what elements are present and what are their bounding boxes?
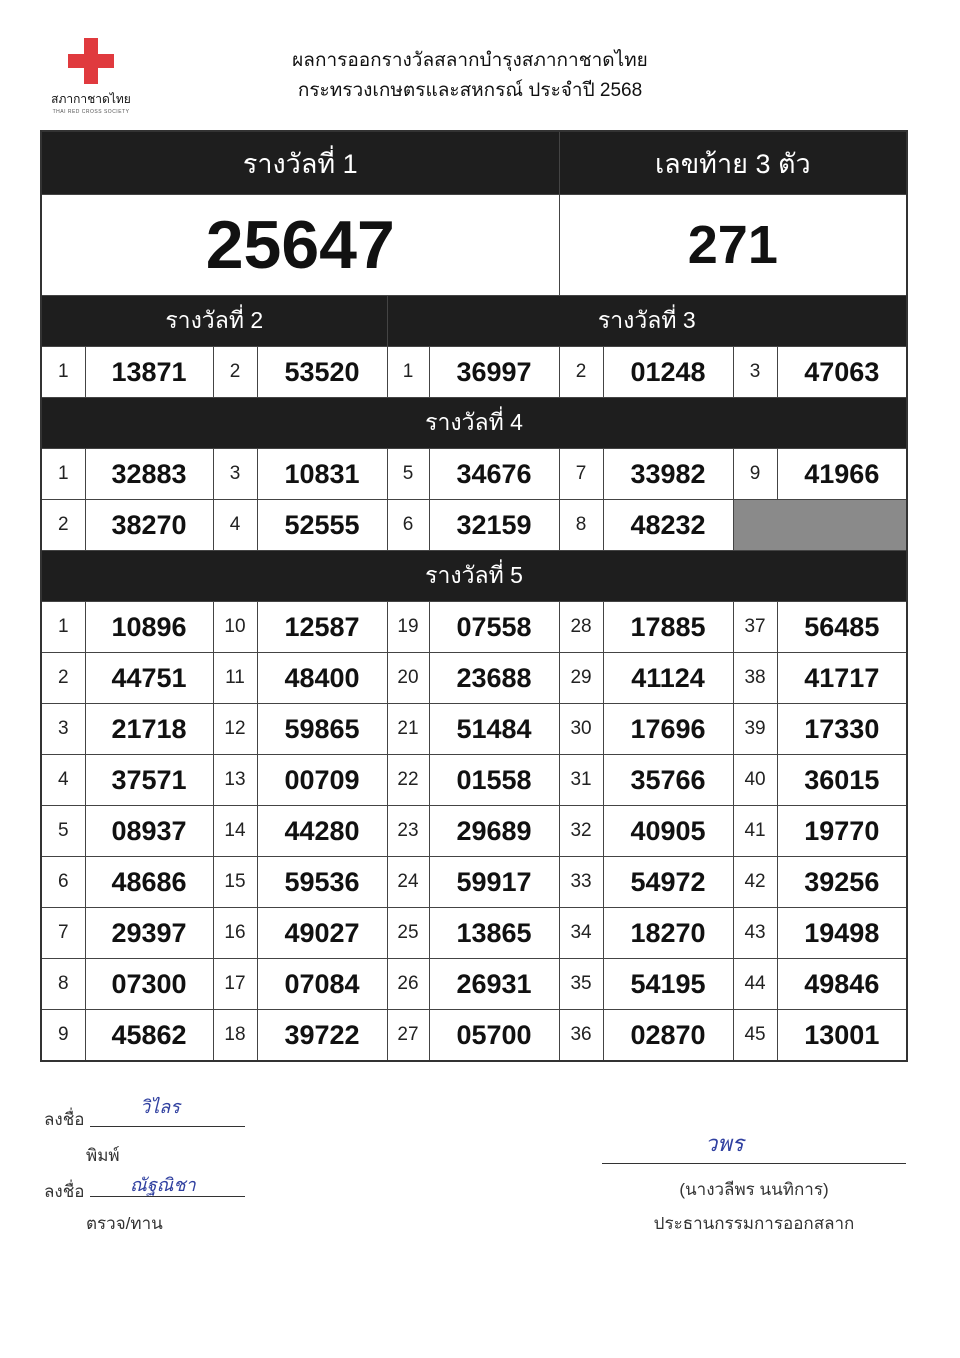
prize5-row bbox=[41, 755, 907, 806]
prize5-number: 08937 bbox=[85, 806, 213, 857]
prize5-number: 13001 bbox=[777, 1010, 907, 1062]
prize3-index: 2 bbox=[559, 347, 603, 398]
prize5-header: รางวัลที่ 5 bbox=[41, 551, 907, 602]
prize5-index: 5 bbox=[41, 806, 85, 857]
prize5-index: 32 bbox=[559, 806, 603, 857]
prize5-number: 05700 bbox=[429, 1010, 559, 1062]
prize2-index: 2 bbox=[213, 347, 257, 398]
prize5-row bbox=[41, 704, 907, 755]
prize5-number: 07300 bbox=[85, 959, 213, 1010]
prize5-number: 02870 bbox=[603, 1010, 733, 1062]
prize5-number: 41124 bbox=[603, 653, 733, 704]
prize5-number: 13865 bbox=[429, 908, 559, 959]
prize5-index: 20 bbox=[387, 653, 429, 704]
prize2-header: รางวัลที่ 2 bbox=[41, 296, 387, 347]
prize5-number: 40905 bbox=[603, 806, 733, 857]
prize5-number: 07558 bbox=[429, 602, 559, 653]
prize5-number: 26931 bbox=[429, 959, 559, 1010]
prize4-index: 5 bbox=[387, 449, 429, 500]
prize5-number: 54195 bbox=[603, 959, 733, 1010]
prize3-number: 01248 bbox=[603, 347, 733, 398]
prize4-number: 34676 bbox=[429, 449, 559, 500]
prize4-index: 8 bbox=[559, 500, 603, 551]
prize5-index: 4 bbox=[41, 755, 85, 806]
prize5-number: 23688 bbox=[429, 653, 559, 704]
prize5-number: 29689 bbox=[429, 806, 559, 857]
prize1-number: 25647 bbox=[41, 195, 559, 296]
prize5-index: 42 bbox=[733, 857, 777, 908]
prize5-index: 36 bbox=[559, 1010, 603, 1062]
prize5-index: 34 bbox=[559, 908, 603, 959]
prize5-number: 54972 bbox=[603, 857, 733, 908]
lottery-results-table bbox=[40, 130, 908, 1062]
checker-sign-label: ลงชื่อ bbox=[44, 1182, 85, 1201]
prize5-index: 12 bbox=[213, 704, 257, 755]
typist-sign-line bbox=[90, 1126, 245, 1127]
prize5-number: 07084 bbox=[257, 959, 387, 1010]
document-title bbox=[250, 46, 690, 106]
prize2-index: 1 bbox=[41, 347, 85, 398]
prize5-number: 17885 bbox=[603, 602, 733, 653]
prize5-number: 19770 bbox=[777, 806, 907, 857]
prize3-header: รางวัลที่ 3 bbox=[387, 296, 907, 347]
prize5-number: 48686 bbox=[85, 857, 213, 908]
prize5-number: 17696 bbox=[603, 704, 733, 755]
prize4-number: 41966 bbox=[777, 449, 907, 500]
prize4-number: 38270 bbox=[85, 500, 213, 551]
prize5-number: 01558 bbox=[429, 755, 559, 806]
prize5-number: 49846 bbox=[777, 959, 907, 1010]
prize5-index: 22 bbox=[387, 755, 429, 806]
prize5-index: 39 bbox=[733, 704, 777, 755]
prize5-row bbox=[41, 653, 907, 704]
prize4-index: 4 bbox=[213, 500, 257, 551]
logo-english-text: THAI RED CROSS SOCIETY bbox=[52, 109, 130, 115]
last3-header: เลขท้าย 3 ตัว bbox=[559, 131, 907, 195]
prize5-index: 8 bbox=[41, 959, 85, 1010]
prize5-number: 59865 bbox=[257, 704, 387, 755]
prize5-number: 00709 bbox=[257, 755, 387, 806]
prize5-index: 29 bbox=[559, 653, 603, 704]
prize4-index: 3 bbox=[213, 449, 257, 500]
prize4-index: 7 bbox=[559, 449, 603, 500]
prize5-index: 6 bbox=[41, 857, 85, 908]
title-line-1: ผลการออกรางวัลสลากบำรุงสภากาชาดไทย bbox=[292, 50, 648, 71]
prize5-index: 10 bbox=[213, 602, 257, 653]
prize5-number: 18270 bbox=[603, 908, 733, 959]
prize5-row bbox=[41, 959, 907, 1010]
prize5-number: 49027 bbox=[257, 908, 387, 959]
empty-cell bbox=[733, 500, 907, 551]
prize5-index: 11 bbox=[213, 653, 257, 704]
prize5-number: 48400 bbox=[257, 653, 387, 704]
prize5-number: 12587 bbox=[257, 602, 387, 653]
prize5-index: 26 bbox=[387, 959, 429, 1010]
prize5-index: 23 bbox=[387, 806, 429, 857]
prize5-index: 9 bbox=[41, 1010, 85, 1062]
prize5-index: 3 bbox=[41, 704, 85, 755]
prize5-index: 25 bbox=[387, 908, 429, 959]
prize5-number: 21718 bbox=[85, 704, 213, 755]
prize5-number: 45862 bbox=[85, 1010, 213, 1062]
prize5-number: 44280 bbox=[257, 806, 387, 857]
prize5-row bbox=[41, 1010, 907, 1062]
prize5-number: 35766 bbox=[603, 755, 733, 806]
prize4-number: 10831 bbox=[257, 449, 387, 500]
typist-signature: วิไลร bbox=[140, 1097, 180, 1118]
prize4-number: 33982 bbox=[603, 449, 733, 500]
prize5-index: 1 bbox=[41, 602, 85, 653]
prize4-number: 48232 bbox=[603, 500, 733, 551]
prize4-number: 52555 bbox=[257, 500, 387, 551]
prize2-number: 13871 bbox=[85, 347, 213, 398]
prize4-index: 2 bbox=[41, 500, 85, 551]
prize5-row bbox=[41, 908, 907, 959]
prize5-index: 28 bbox=[559, 602, 603, 653]
prize5-number: 29397 bbox=[85, 908, 213, 959]
prize5-number: 59917 bbox=[429, 857, 559, 908]
chair-name: (นางวลีพร นนทิการ) bbox=[679, 1180, 829, 1199]
prize5-index: 30 bbox=[559, 704, 603, 755]
prize5-number: 10896 bbox=[85, 602, 213, 653]
prize5-index: 45 bbox=[733, 1010, 777, 1062]
prize5-number: 39722 bbox=[257, 1010, 387, 1062]
prize5-number: 37571 bbox=[85, 755, 213, 806]
checker-sign-line bbox=[90, 1196, 245, 1197]
red-cross-icon bbox=[68, 38, 114, 84]
prize5-row bbox=[41, 806, 907, 857]
prize2-number: 53520 bbox=[257, 347, 387, 398]
prize5-index: 15 bbox=[213, 857, 257, 908]
prize5-index: 7 bbox=[41, 908, 85, 959]
prize5-index: 35 bbox=[559, 959, 603, 1010]
prize4-index: 9 bbox=[733, 449, 777, 500]
prize5-number: 59536 bbox=[257, 857, 387, 908]
prize1-header: รางวัลที่ 1 bbox=[41, 131, 559, 195]
prize5-index: 38 bbox=[733, 653, 777, 704]
prize5-index: 24 bbox=[387, 857, 429, 908]
prize5-index: 16 bbox=[213, 908, 257, 959]
prize3-index: 3 bbox=[733, 347, 777, 398]
prize4-number: 32159 bbox=[429, 500, 559, 551]
prize5-number: 44751 bbox=[85, 653, 213, 704]
prize5-index: 40 bbox=[733, 755, 777, 806]
checker-signature: ณัฐณิชา bbox=[130, 1175, 196, 1196]
prize5-row bbox=[41, 602, 907, 653]
chair-sign-line bbox=[602, 1163, 906, 1164]
prize4-header: รางวัลที่ 4 bbox=[41, 398, 907, 449]
prize5-index: 43 bbox=[733, 908, 777, 959]
prize3-index: 1 bbox=[387, 347, 429, 398]
prize5-index: 13 bbox=[213, 755, 257, 806]
prize5-index: 21 bbox=[387, 704, 429, 755]
prize5-index: 17 bbox=[213, 959, 257, 1010]
prize4-index: 1 bbox=[41, 449, 85, 500]
prize5-index: 37 bbox=[733, 602, 777, 653]
prize5-index: 2 bbox=[41, 653, 85, 704]
prize4-number: 32883 bbox=[85, 449, 213, 500]
prize4-index: 6 bbox=[387, 500, 429, 551]
last3-number: 271 bbox=[559, 195, 907, 296]
prize5-index: 19 bbox=[387, 602, 429, 653]
prize5-index: 33 bbox=[559, 857, 603, 908]
prize5-number: 36015 bbox=[777, 755, 907, 806]
prize5-index: 31 bbox=[559, 755, 603, 806]
prize3-number: 36997 bbox=[429, 347, 559, 398]
title-line-2: กระทรวงเกษตรและสหกรณ์ ประจำปี 2568 bbox=[297, 80, 643, 101]
prize5-number: 41717 bbox=[777, 653, 907, 704]
prize5-row bbox=[41, 857, 907, 908]
prize5-index: 14 bbox=[213, 806, 257, 857]
checker-role: ตรวจ/ทาน bbox=[86, 1214, 163, 1233]
prize5-number: 56485 bbox=[777, 602, 907, 653]
typist-role: พิมพ์ bbox=[86, 1146, 120, 1165]
prize5-index: 44 bbox=[733, 959, 777, 1010]
prize5-number: 19498 bbox=[777, 908, 907, 959]
prize3-number: 47063 bbox=[777, 347, 907, 398]
prize5-index: 41 bbox=[733, 806, 777, 857]
chair-title: ประธานกรรมการออกสลาก bbox=[653, 1214, 855, 1233]
typist-sign-label: ลงชื่อ bbox=[44, 1110, 85, 1129]
logo-thai-text: สภากาชาดไทย bbox=[51, 92, 131, 106]
prize5-index: 27 bbox=[387, 1010, 429, 1062]
prize5-number: 39256 bbox=[777, 857, 907, 908]
prize5-number: 51484 bbox=[429, 704, 559, 755]
prize5-index: 18 bbox=[213, 1010, 257, 1062]
thai-red-cross-logo bbox=[36, 38, 146, 115]
chair-signature: วพร bbox=[705, 1132, 744, 1157]
prize5-number: 17330 bbox=[777, 704, 907, 755]
